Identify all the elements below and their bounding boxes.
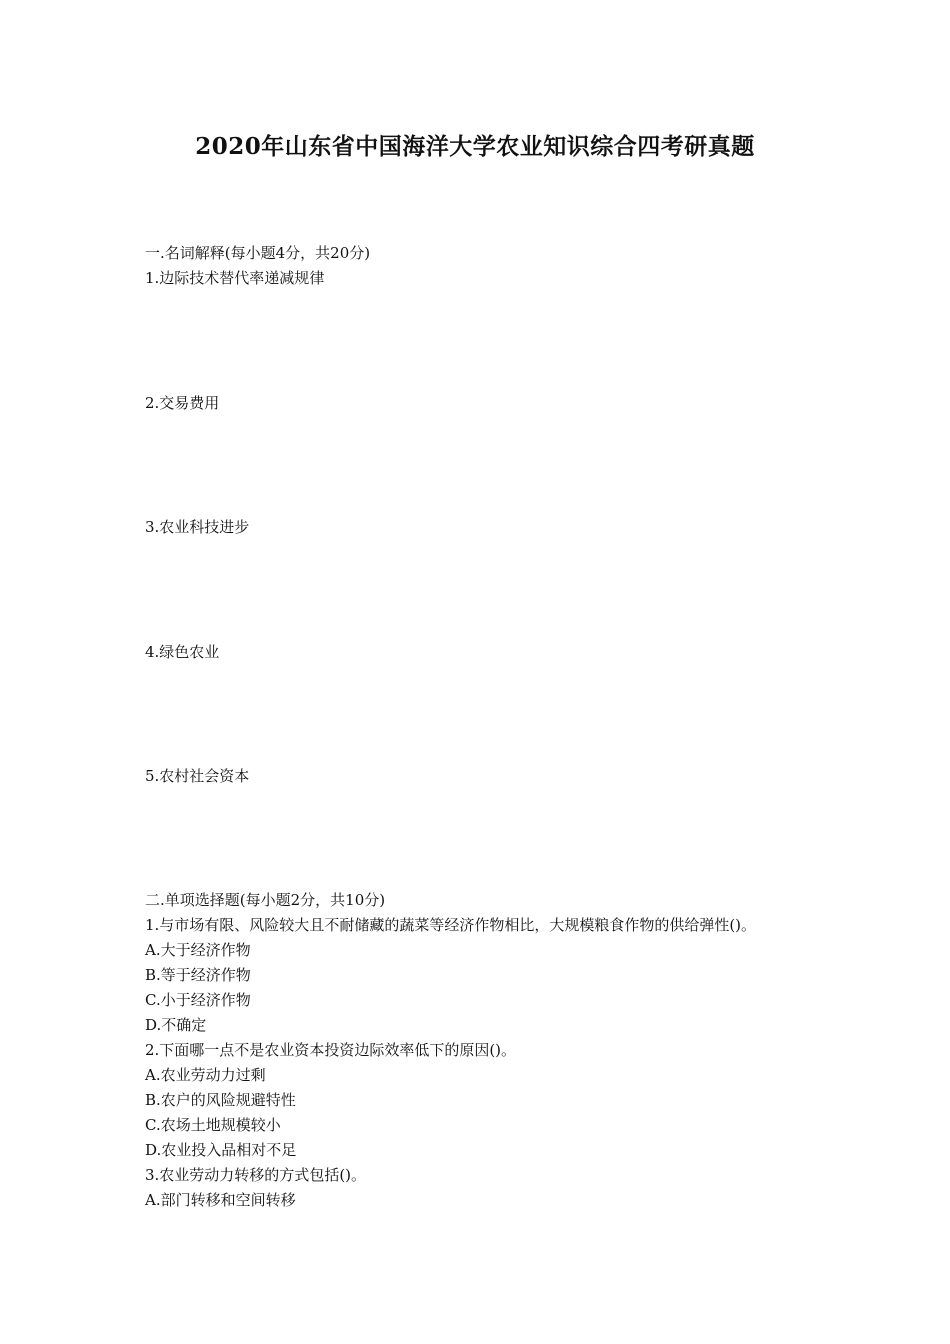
- question-option: C.农场土地规模较小: [145, 1116, 281, 1134]
- term-item: 2.交易费用: [145, 394, 220, 412]
- question-stem: 1.与市场有限、风险较大且不耐储藏的蔬菜等经济作物相比，大规模粮食作物的供给弹性()。: [145, 916, 757, 934]
- question-option: C.小于经济作物: [145, 991, 251, 1009]
- question-option: B.农户的风险规避特性: [145, 1091, 296, 1109]
- question-option: B.等于经济作物: [145, 966, 251, 984]
- question-option: A.部门转移和空间转移: [145, 1191, 296, 1209]
- question-option: D.农业投入品相对不足: [145, 1141, 297, 1159]
- term-item: 3.农业科技进步: [145, 518, 250, 536]
- document-title: 2020年山东省中国海洋大学农业知识综合四考研真题: [195, 133, 755, 160]
- question-option: A.大于经济作物: [145, 941, 251, 959]
- term-item: 4.绿色农业: [145, 643, 220, 661]
- term-item: 5.农村社会资本: [145, 767, 250, 785]
- section-heading-terms: 一.名词解释(每小题4分，共20分): [145, 244, 371, 262]
- term-item: 1.边际技术替代率递减规律: [145, 269, 325, 287]
- question-stem: 2.下面哪一点不是农业资本投资边际效率低下的原因()。: [145, 1041, 517, 1059]
- question-stem: 3.农业劳动力转移的方式包括()。: [145, 1166, 367, 1184]
- question-option: A.农业劳动力过剩: [145, 1066, 266, 1084]
- question-option: D.不确定: [145, 1016, 207, 1034]
- section-heading-choice: 二.单项选择题(每小题2分，共10分): [145, 891, 386, 909]
